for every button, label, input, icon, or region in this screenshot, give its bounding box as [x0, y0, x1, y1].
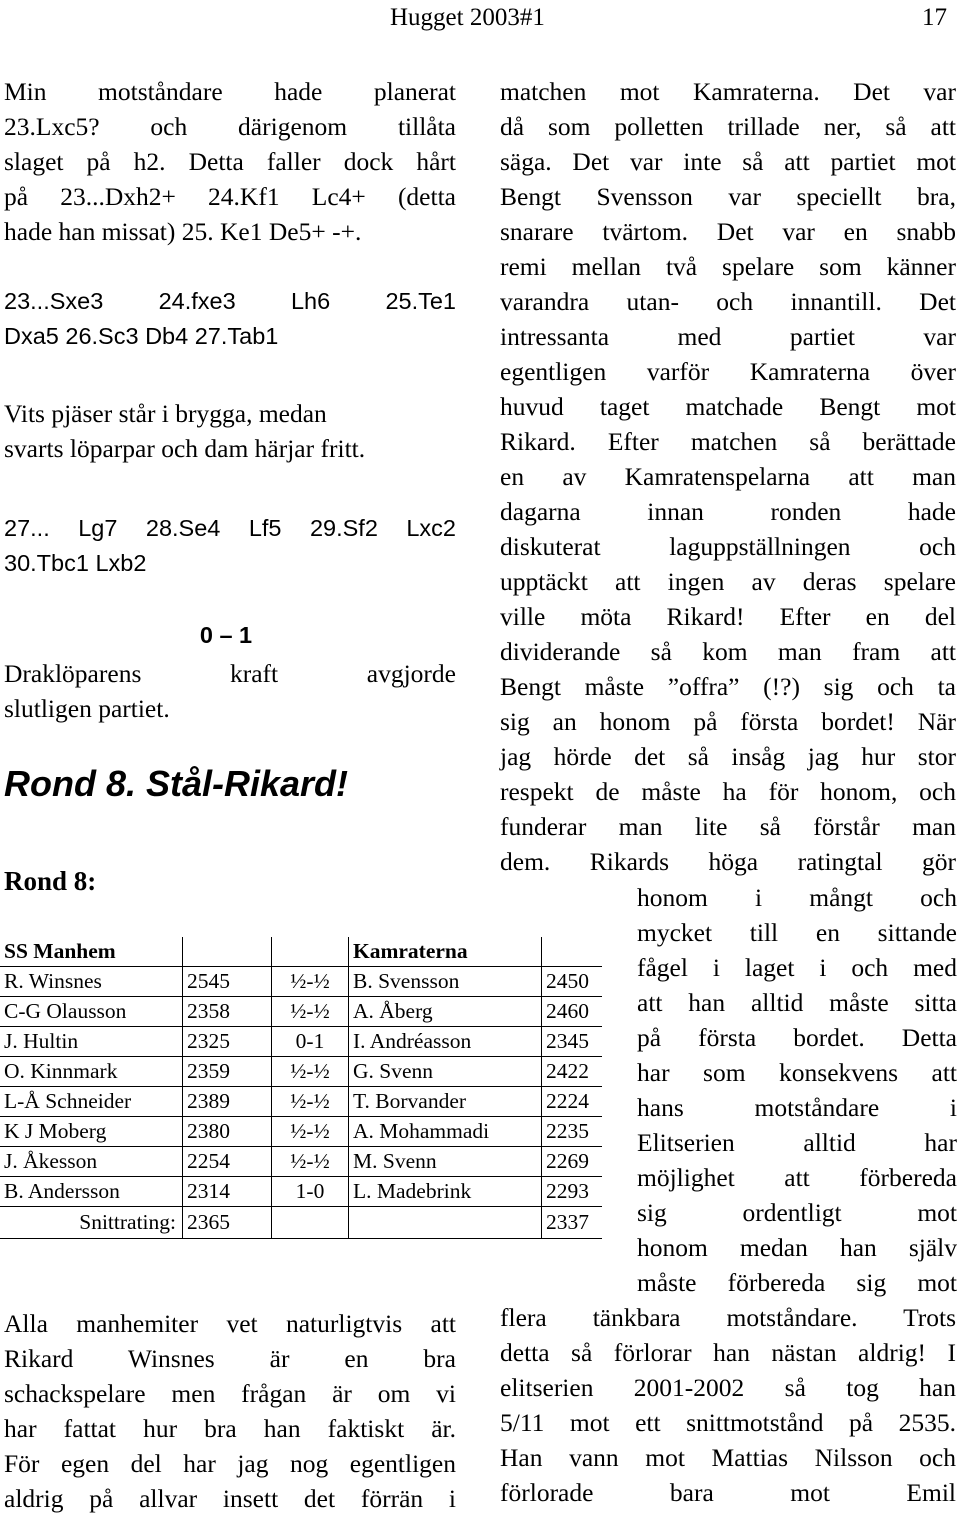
- away-rating: 2422: [542, 1057, 603, 1087]
- home-rating: 2325: [183, 1027, 272, 1057]
- home-player: C-G Olausson: [0, 997, 183, 1027]
- average-rating-label: Snittrating:: [0, 1207, 183, 1239]
- away-player: M. Svenn: [349, 1147, 542, 1177]
- paragraph-rikard: [4, 1306, 456, 1516]
- text-line: Draklöparens kraft avgjorde: [4, 659, 456, 688]
- home-player: B. Andersson: [0, 1177, 183, 1207]
- publication-title: Hugget 2003#1: [390, 4, 545, 31]
- text-line: på första bordet. Detta: [637, 1023, 957, 1052]
- text-line: egentligen varför Kamraterna över: [500, 357, 956, 386]
- section-heading: Rond 8. Stål-Rikard!: [4, 763, 349, 804]
- table-cell: [183, 937, 272, 967]
- moves-block-1: [4, 284, 456, 354]
- paragraph-conclusion: [4, 656, 456, 726]
- home-rating: 2545: [183, 967, 272, 997]
- text-line: Han vann mot Mattias Nilsson och: [500, 1443, 956, 1472]
- board-result: ½-½: [272, 1087, 349, 1117]
- board-result: ½-½: [272, 1057, 349, 1087]
- table-cell: [542, 937, 603, 967]
- paragraph-position: [4, 396, 456, 466]
- match-table: [0, 937, 602, 1239]
- text-line: svarts löparpar och dam härjar fritt.: [4, 434, 366, 463]
- text-line: att han alltid måste sitta: [637, 988, 957, 1017]
- text-line: dem. Rikards höga ratingtal gör: [500, 847, 956, 876]
- round-label: Rond 8:: [4, 866, 97, 896]
- team-home: SS Manhem: [4, 939, 116, 963]
- text-line: intressanta med partiet var: [500, 322, 956, 351]
- table-row: [0, 997, 602, 1027]
- text-line: detta så förlorar han nästan aldrig! I: [500, 1338, 956, 1367]
- text-line: då som polletten trillade ner, så att: [500, 112, 956, 141]
- text-line: slaget på h2. Detta faller dock hårt: [4, 147, 456, 176]
- text-line: förlorade bara mot Emil: [500, 1478, 956, 1507]
- home-player: J. Åkesson: [0, 1147, 183, 1177]
- table-row: [0, 1027, 602, 1057]
- away-rating: 2345: [542, 1027, 603, 1057]
- text-line: har fattat hur bra han faktiskt är.: [4, 1414, 456, 1443]
- average-rating-away: 2337: [542, 1207, 603, 1239]
- text-line: mycket till en sittande: [637, 918, 957, 947]
- home-player: L-Å Schneider: [0, 1087, 183, 1117]
- text-line: snarare tvärtom. Det var en snabb: [500, 217, 956, 246]
- text-line: på 23...Dxh2+ 24.Kf1 Lc4+ (detta: [4, 182, 456, 211]
- text-line: funderar man lite så förstår man: [500, 812, 956, 841]
- away-rating: 2269: [542, 1147, 603, 1177]
- board-result: ½-½: [272, 1117, 349, 1147]
- home-player: K J Moberg: [0, 1117, 183, 1147]
- text-line: upptäckt att ingen av deras spelare: [500, 567, 956, 596]
- text-line: Min motståndare hade planerat: [4, 77, 456, 106]
- text-line: en av Kamratenspelarna att man: [500, 462, 956, 491]
- away-player: I. Andréasson: [349, 1027, 542, 1057]
- moves-line: 30.Tbc1 Lxb2: [4, 550, 147, 576]
- home-rating: 2358: [183, 997, 272, 1027]
- page-number: 17: [922, 4, 947, 31]
- text-line: dagarna innan ronden hade: [500, 497, 956, 526]
- game-result: 0 – 1: [199, 622, 253, 648]
- home-rating: 2254: [183, 1147, 272, 1177]
- text-line: möjlighet att förbereda: [637, 1163, 957, 1192]
- text-line: hans motståndare i: [637, 1093, 957, 1122]
- board-result: 1-0: [272, 1177, 349, 1207]
- right-column-indented-text: [637, 880, 957, 1300]
- away-player: L. Madebrink: [349, 1177, 542, 1207]
- moves-line: Dxa5 26.Sc3 Db4 27.Tab1: [4, 323, 279, 349]
- text-line: säga. Det var inte så att partiet mot: [500, 147, 956, 176]
- home-rating: 2314: [183, 1177, 272, 1207]
- text-line: Rikard. Efter matchen så berättade: [500, 427, 956, 456]
- board-result: 0-1: [272, 1027, 349, 1057]
- text-line: sig an honom på första bordet! När: [500, 707, 956, 736]
- home-player: J. Hultin: [0, 1027, 183, 1057]
- text-line: Vits pjäser står i brygga, medan: [4, 399, 327, 428]
- table-cell: [349, 1207, 542, 1239]
- text-line: 23.Lxc5? och därigenom tillåta: [4, 112, 456, 141]
- text-line: diskuterat laguppställningen och: [500, 532, 956, 561]
- text-line: har som konsekvens att: [637, 1058, 957, 1087]
- moves-line: 27... Lg7 28.Se4 Lf5 29.Sf2 Lxc2: [4, 515, 456, 541]
- away-player: T. Borvander: [349, 1087, 542, 1117]
- text-line: slutligen partiet.: [4, 694, 170, 723]
- text-line: Bengt måste ”offra” (!?) sig och ta: [500, 672, 956, 701]
- text-line: varandra utan- och innantill. Det: [500, 287, 956, 316]
- text-line: respekt de måste ha för honom, och: [500, 777, 956, 806]
- text-line: jag hörde det så insåg jag hur stor: [500, 742, 956, 771]
- text-line: matchen mot Kamraterna. Det var: [500, 77, 956, 106]
- board-result: ½-½: [272, 967, 349, 997]
- home-player: R. Winsnes: [0, 967, 183, 997]
- text-line: honom medan han själv: [637, 1233, 957, 1262]
- text-line: Rikard Winsnes är en bra: [4, 1344, 456, 1373]
- away-rating: 2460: [542, 997, 603, 1027]
- text-line: hade han missat) 25. Ke1 De5+ -+.: [4, 217, 362, 246]
- table-row: [0, 1087, 602, 1117]
- away-player: A. Åberg: [349, 997, 542, 1027]
- text-line: elitserien 2001-2002 så tog han: [500, 1373, 956, 1402]
- paragraph-intro: [4, 74, 456, 249]
- team-away: Kamraterna: [349, 937, 542, 967]
- text-line: aldrig på allvar insett det förrän i: [4, 1484, 456, 1513]
- page-header: [0, 0, 960, 40]
- text-line: sig ordentligt mot: [637, 1198, 957, 1227]
- home-rating: 2359: [183, 1057, 272, 1087]
- text-line: Elitserien alltid har: [637, 1128, 957, 1157]
- away-rating: 2450: [542, 967, 603, 997]
- text-line: ville möta Rikard! Efter en del: [500, 602, 956, 631]
- home-player: O. Kinnmark: [0, 1057, 183, 1087]
- text-line: dividerande så kom man fram att: [500, 637, 956, 666]
- away-rating: 2235: [542, 1117, 603, 1147]
- board-result: ½-½: [272, 997, 349, 1027]
- text-line: schackspelare men frågan är om vi: [4, 1379, 456, 1408]
- text-line: För egen del har jag nog egentligen: [4, 1449, 456, 1478]
- table-row: [0, 967, 602, 997]
- moves-block-2: [4, 511, 456, 581]
- away-rating: 2224: [542, 1087, 603, 1117]
- text-line: måste förbereda sig mot: [637, 1268, 957, 1297]
- board-result: ½-½: [272, 1147, 349, 1177]
- home-rating: 2389: [183, 1087, 272, 1117]
- table-cell: [272, 1207, 349, 1239]
- moves-line: 23...Sxe3 24.fxe3 Lh6 25.Te1: [4, 288, 456, 314]
- average-rating-home: 2365: [183, 1207, 272, 1239]
- home-rating: 2380: [183, 1117, 272, 1147]
- text-line: honom i mångt och: [637, 883, 957, 912]
- text-line: remi mellan två spelare som känner: [500, 252, 956, 281]
- table-cell: [272, 937, 349, 967]
- table-row: [0, 1147, 602, 1177]
- text-line: Alla manhemiter vet naturligtvis att: [4, 1309, 456, 1338]
- away-rating: 2293: [542, 1177, 603, 1207]
- text-line: Bengt Svensson var speciellt bra,: [500, 182, 956, 211]
- text-line: flera tänkbara motståndare. Trots: [500, 1303, 956, 1332]
- right-column-text: [500, 74, 956, 879]
- away-player: A. Mohammadi: [349, 1117, 542, 1147]
- table-row: [0, 1177, 602, 1207]
- text-line: huvud taget matchade Bengt mot: [500, 392, 956, 421]
- away-player: B. Svensson: [349, 967, 542, 997]
- away-player: G. Svenn: [349, 1057, 542, 1087]
- right-column-text-end: [500, 1300, 956, 1510]
- text-line: fågel i laget i och med: [637, 953, 957, 982]
- table-row: [0, 1117, 602, 1147]
- table-row: [0, 1057, 602, 1087]
- table-header-row: [0, 937, 602, 967]
- text-line: 5/11 mot ett snittmotstånd på 2535.: [500, 1408, 956, 1437]
- table-footer-row: [0, 1207, 602, 1239]
